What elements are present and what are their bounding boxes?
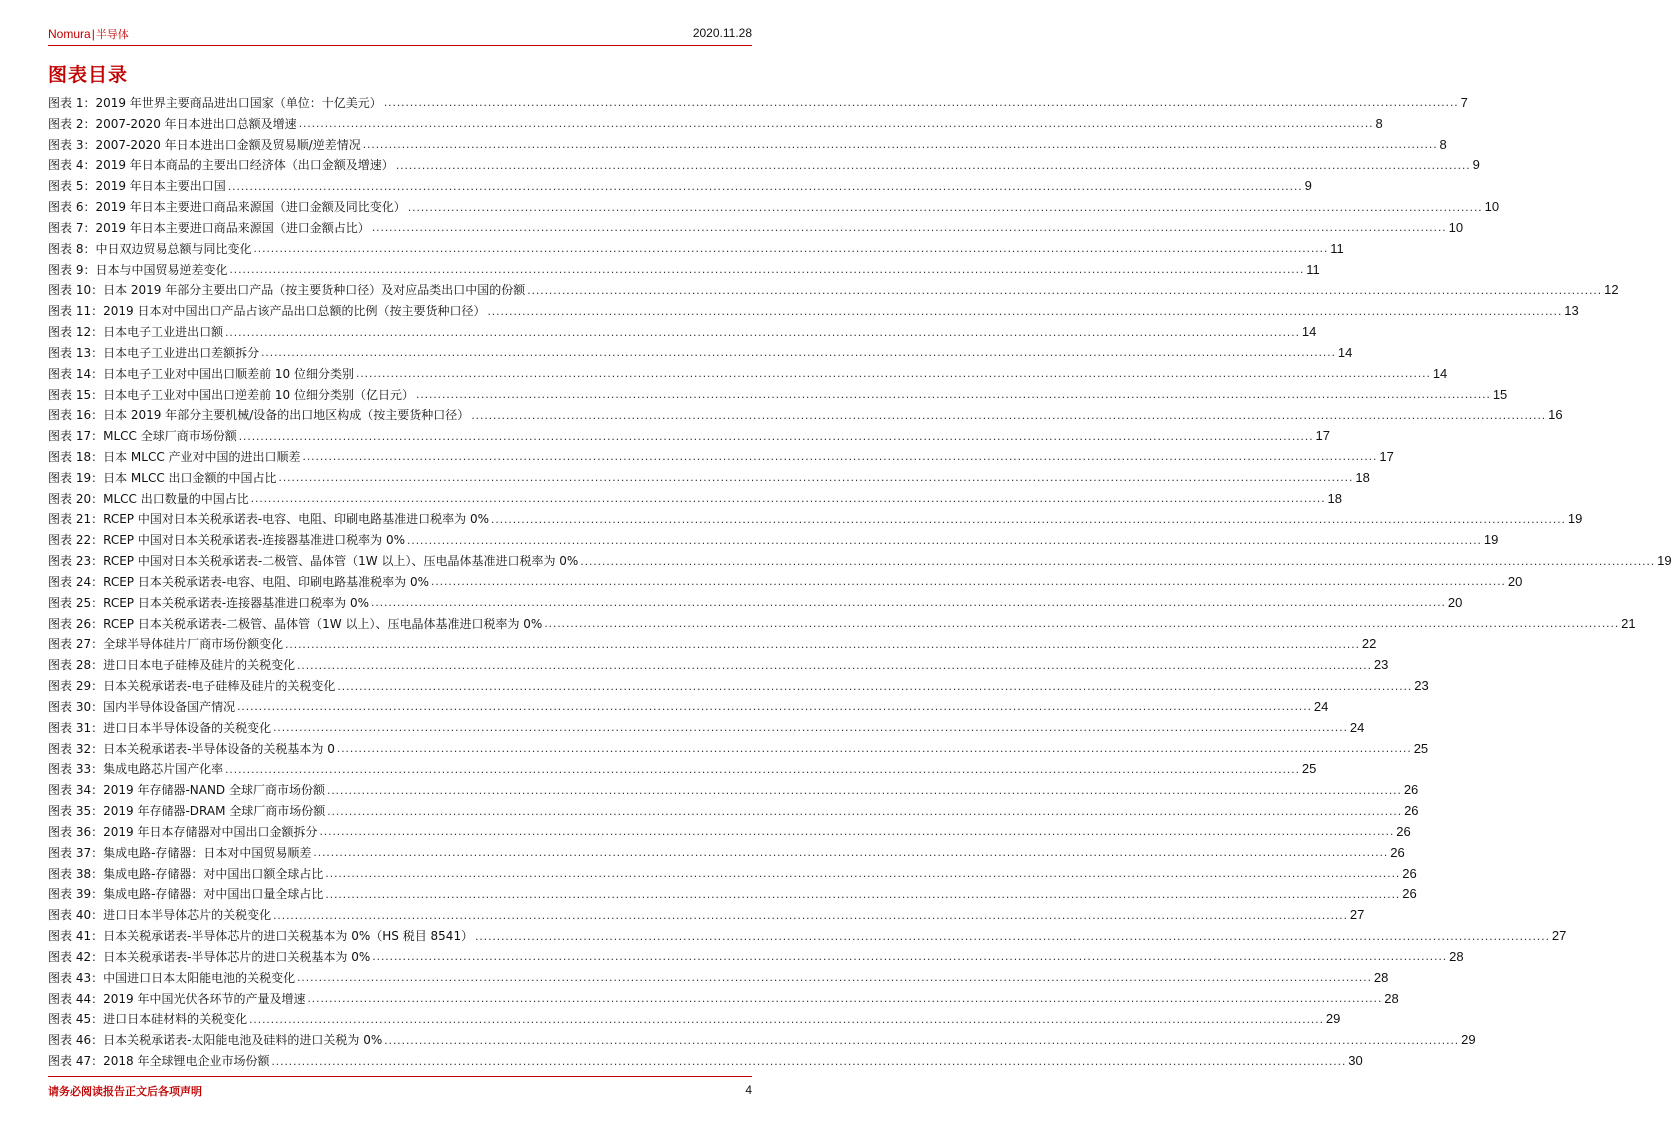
toc-entry-label[interactable]: 图表 33：集成电路芯片国产化率 [48,762,224,777]
toc-entry[interactable] [48,467,1370,488]
toc-entry-page[interactable]: 17 [1379,448,1394,464]
toc-entry[interactable] [48,279,1619,300]
toc-entry-page[interactable]: 14 [1301,324,1317,340]
toc-dot-leader [249,1012,1324,1026]
toc-dot-leader [431,574,1506,588]
page-title: 图表目录 [48,64,129,86]
toc-entry-label[interactable]: 图表 35：2019 年存储器-DRAM 全球厂商市场份额 [48,804,326,819]
toc-dot-leader [356,366,1431,380]
page-header [48,26,752,44]
toc-dot-leader [273,908,1348,922]
toc-entry-page[interactable]: 26 [1403,782,1419,798]
toc-entry-page[interactable]: 19 [1657,553,1672,569]
toc-entry[interactable] [48,946,1464,967]
toc-entry[interactable] [48,821,1411,842]
toc-entry-label[interactable]: 图表 8：中日双边贸易总额与同比变化 [48,241,252,256]
toc-dot-leader [337,741,1412,755]
toc-entry-page[interactable]: 14 [1337,344,1353,360]
toc-dot-leader [303,449,1378,463]
toc-entry-label[interactable]: 图表 10：日本 2019 年部分主要出口产品（按主要货种口径）及对应品类出口中国的份额 [48,283,526,298]
toc-entry-page[interactable]: 26 [1402,886,1417,902]
toc-entry-label[interactable]: 图表 6：2019 年日本主要进口商品来源国（进口金额及同比变化） [48,200,406,215]
toc-entry-page[interactable]: 27 [1551,928,1567,944]
toc-dot-leader [580,554,1655,568]
toc-entry-label[interactable]: 图表 26：RCEP 日本关税承诺表-二极管、晶体管（1W 以上）、压电晶体基准进口税率为 0% [48,616,543,631]
brand-separator: | [91,27,95,41]
toc-entry-label[interactable]: 图表 25：RCEP 日本关税承诺表-连接器基准进口税率为 0% [48,595,370,610]
toc-entry[interactable] [48,175,1312,196]
toc-entry[interactable] [48,550,1672,571]
toc-entry[interactable] [48,592,1463,613]
toc-entry[interactable] [48,300,1579,321]
toc-entry-page[interactable]: 8 [1375,115,1383,131]
toc-entry[interactable] [48,696,1329,717]
toc-entry-label[interactable]: 图表 19：日本 MLCC 出口金额的中国占比 [48,470,277,485]
toc-dot-leader [271,1054,1346,1068]
brand-name: Nomura [48,27,91,41]
toc-entry[interactable] [48,384,1508,405]
toc-entry-label[interactable]: 图表 32：日本关税承诺表-半导体设备的关税基本为 0 [48,741,335,756]
toc-entry-label[interactable]: 图表 37：集成电路-存储器：日本对中国贸易顺差 [48,845,312,860]
toc-dot-leader [237,699,1312,713]
toc-dot-leader [253,241,1328,255]
toc-entry-label[interactable]: 图表 4：2019 年日本商品的主要出口经济体（出口金额及增速） [48,158,394,173]
toc-dot-leader [307,991,1382,1005]
toc-entry-label[interactable]: 图表 21：RCEP 中国对日本关税承诺表-电容、电阻、印刷电路基准进口税率为 0% [48,512,490,527]
toc-entry[interactable] [48,863,1417,884]
toc-entry-page[interactable]: 30 [1348,1053,1363,1068]
toc-dot-leader [471,408,1546,422]
toc-entry[interactable] [48,759,1317,780]
toc-entry-label[interactable]: 图表 18：日本 MLCC 产业对中国的进出口顺差 [48,449,301,464]
toc-entry-page[interactable]: 20 [1447,594,1463,610]
toc-entry[interactable] [48,509,1583,530]
toc-entry-label[interactable]: 图表 11：2019 日本对中国出口产品占该产品出口总额的比例（按主要货种口径） [48,304,486,319]
toc-entry[interactable] [48,654,1389,675]
toc-entry[interactable] [48,217,1464,238]
toc-entry-label[interactable]: 图表 1：2019 年世界主要商品进出口国家（单位：十亿美元） [48,95,382,110]
toc-dot-leader [251,491,1326,505]
toc-dot-leader [407,533,1482,547]
toc-entry-label[interactable]: 图表 36：2019 年日本存储器对中国出口金额拆分 [48,824,318,839]
toc-entry-page[interactable]: 23 [1373,657,1389,673]
toc-dot-leader [416,387,1491,401]
toc-dot-leader [229,262,1304,276]
toc-entry-page[interactable]: 25 [1413,740,1429,756]
toc-entry-page[interactable]: 24 [1313,698,1329,714]
footer-rule [48,1076,752,1077]
toc-dot-leader [491,512,1566,526]
toc-entry[interactable] [48,1029,1476,1050]
toc-entry-label[interactable]: 图表 39：集成电路-存储器：对中国出口量全球占比 [48,887,324,902]
toc-entry[interactable] [48,842,1405,863]
toc-dot-leader [327,804,1402,818]
toc-entry-page[interactable]: 19 [1483,532,1499,548]
toc-dot-leader [239,429,1314,443]
toc-entry-label[interactable]: 图表 31：进口日本半导体设备的关税变化 [48,720,272,735]
toc-entry-page[interactable]: 28 [1449,948,1464,964]
toc-entry-label[interactable]: 图表 42：日本关税承诺表-半导体芯片的进口关税基本为 0% [48,949,371,964]
toc-entry-label[interactable]: 图表 2：2007-2020 年日本进出口总额及增速 [48,116,297,131]
report-date: 2020.11.28 [692,26,752,40]
toc-entry-page[interactable]: 9 [1472,157,1480,173]
toc-entry-page[interactable]: 28 [1384,990,1399,1006]
toc-entry-label[interactable]: 图表 16：日本 2019 年部分主要机械/设备的出口地区构成（按主要货种口径） [48,408,470,423]
toc-entry[interactable] [48,134,1447,155]
toc-entry-page[interactable]: 20 [1507,573,1523,589]
toc-entry-label[interactable]: 图表 7：2019 年日本主要进口商品来源国（进口金额占比） [48,220,370,235]
toc-entry[interactable] [48,363,1448,384]
toc-dot-leader [384,95,1459,109]
toc-dot-leader [327,783,1402,797]
toc-entry[interactable] [48,988,1399,1009]
toc-entry[interactable] [48,1008,1341,1029]
toc-entry[interactable] [48,967,1389,988]
toc-dot-leader [372,949,1447,963]
toc-entry[interactable] [48,904,1365,925]
toc-dot-leader [319,824,1394,838]
toc-entry-page[interactable]: 10 [1448,219,1464,235]
toc-entry[interactable] [48,571,1523,592]
toc-entry[interactable] [48,404,1563,425]
toc-entry-page[interactable]: 22 [1361,636,1377,652]
toc-dot-leader [313,845,1388,859]
table-of-contents [48,92,1672,1071]
toc-entry[interactable] [48,154,1480,175]
page-number: 4 [745,1083,752,1097]
toc-entry-page[interactable]: 9 [1304,178,1312,194]
toc-entry-page[interactable]: 8 [1439,136,1447,152]
toc-entry-page[interactable]: 19 [1567,511,1583,527]
toc-entry-page[interactable]: 11 [1330,240,1344,256]
toc-entry-page[interactable]: 11 [1306,261,1320,277]
toc-entry-label[interactable]: 图表 47：2018 年全球锂电企业市场份额 [48,1054,270,1068]
toc-entry[interactable] [48,800,1419,821]
toc-dot-leader [285,637,1360,651]
toc-dot-leader [225,762,1300,776]
toc-entry-label[interactable]: 图表 17：MLCC 全球厂商市场份额 [48,429,237,444]
toc-entry-page[interactable]: 13 [1564,303,1579,319]
toc-entry-label[interactable]: 图表 28：进口日本电子硅棒及硅片的关税变化 [48,658,296,673]
toc-entry-page[interactable]: 26 [1396,823,1411,839]
toc-dot-leader [544,616,1619,630]
toc-entry-page[interactable]: 15 [1492,386,1508,402]
toc-entry[interactable] [48,675,1429,696]
toc-entry[interactable] [48,446,1394,467]
toc-entry-page[interactable]: 21 [1621,615,1636,631]
toc-entry[interactable] [48,883,1417,904]
toc-entry-page[interactable]: 18 [1327,490,1342,506]
toc-entry-page[interactable]: 24 [1349,719,1365,735]
toc-entry[interactable] [48,529,1499,550]
toc-entry-page[interactable]: 26 [1404,803,1419,819]
toc-entry-label[interactable]: 图表 9：日本与中国贸易逆差变化 [48,262,228,277]
toc-dot-leader [261,345,1336,359]
toc-entry[interactable] [48,1050,1363,1071]
toc-dot-leader [273,720,1348,734]
toc-dot-leader [228,179,1303,193]
toc-dot-leader [408,200,1483,214]
toc-entry-label[interactable]: 图表 5：2019 年日本主要出口国 [48,179,226,194]
toc-entry[interactable] [48,196,1500,217]
toc-entry[interactable] [48,113,1383,134]
toc-entry[interactable] [48,425,1330,446]
toc-entry-page[interactable]: 26 [1402,865,1417,881]
toc-dot-leader [337,679,1412,693]
toc-entry[interactable] [48,488,1342,509]
toc-entry-label[interactable]: 图表 12：日本电子工业进出口额 [48,325,224,340]
toc-entry[interactable] [48,259,1320,280]
toc-dot-leader [527,283,1602,297]
header-brand [48,26,129,42]
toc-dot-leader [396,158,1471,172]
toc-entry-label[interactable]: 图表 24：RCEP 日本关税承诺表-电容、电阻、印刷电路基准税率为 0% [48,574,430,589]
footer-disclaimer: 请务必阅读报告正文后各项声明 [48,1085,202,1098]
toc-entry-label[interactable]: 图表 22：RCEP 中国对日本关税承诺表-连接器基准进口税率为 0% [48,533,406,548]
toc-entry-label[interactable]: 图表 38：集成电路-存储器：对中国出口额全球占比 [48,866,324,881]
toc-entry-label[interactable]: 图表 23：RCEP 中国对日本关税承诺表-二极管、晶体管（1W 以上）、压电晶体基准进口税率为 0% [48,554,579,569]
toc-entry-label[interactable]: 图表 30：国内半导体设备国产情况 [48,699,236,714]
toc-entry[interactable] [48,634,1377,655]
toc-entry-label[interactable]: 图表 20：MLCC 出口数量的中国占比 [48,491,249,506]
toc-entry-page[interactable]: 29 [1325,1011,1341,1027]
toc-entry-label[interactable]: 图表 46：日本关税承诺表-太阳能电池及硅料的进口关税为 0% [48,1033,383,1048]
toc-entry-page[interactable]: 25 [1301,761,1317,777]
toc-entry-label[interactable]: 图表 13：日本电子工业进出口差额拆分 [48,345,260,360]
toc-dot-leader [325,866,1400,880]
toc-entry-label[interactable]: 图表 14：日本电子工业对中国出口顺差前 10 位细分类别 [48,366,354,381]
toc-entry[interactable] [48,717,1365,738]
toc-dot-leader [487,304,1562,318]
toc-dot-leader [225,325,1300,339]
toc-dot-leader [299,116,1374,130]
toc-entry-label[interactable]: 图表 27：全球半导体硅片厂商市场份额变化 [48,637,284,652]
toc-entry[interactable] [48,321,1317,342]
toc-entry[interactable] [48,925,1567,946]
toc-entry-page[interactable]: 14 [1432,365,1448,381]
toc-dot-leader [384,1033,1459,1047]
toc-dot-leader [279,470,1354,484]
toc-entry[interactable] [48,92,1468,113]
toc-entry[interactable] [48,342,1353,363]
toc-entry-label[interactable]: 图表 40：进口日本半导体芯片的关税变化 [48,908,272,923]
toc-dot-leader [371,595,1446,609]
toc-entry[interactable] [48,779,1419,800]
toc-dot-leader [363,137,1438,151]
toc-entry-page[interactable]: 17 [1315,428,1330,444]
toc-entry-page[interactable]: 16 [1548,407,1563,423]
toc-entry-page[interactable]: 18 [1355,469,1370,485]
toc-entry-page[interactable]: 7 [1460,94,1468,110]
toc-entry-label[interactable]: 图表 29：日本关税承诺表-电子硅棒及硅片的关税变化 [48,679,336,694]
toc-entry-page[interactable]: 29 [1461,1032,1476,1048]
toc-dot-leader [372,220,1447,234]
toc-entry-label[interactable]: 图表 45：进口日本硅材料的关税变化 [48,1012,248,1027]
toc-entry-page[interactable]: 10 [1484,199,1500,215]
toc-entry-label[interactable]: 图表 15：日本电子工业对中国出口逆差前 10 位细分类别（亿日元） [48,387,414,402]
toc-entry[interactable] [48,738,1429,759]
toc-entry-label[interactable]: 图表 3：2007-2020 年日本进出口金额及贸易顺/逆差情况 [48,137,361,152]
toc-entry-label[interactable]: 图表 34：2019 年存储器-NAND 全球厂商市场份额 [48,783,325,798]
toc-entry-page[interactable]: 23 [1414,678,1429,694]
toc-dot-leader [297,658,1372,672]
toc-entry-page[interactable]: 28 [1373,969,1389,985]
brand-sector: 半导体 [95,28,129,41]
toc-entry-label[interactable]: 图表 43：中国进口日本太阳能电池的关税变化 [48,970,296,985]
toc-entry-page[interactable]: 27 [1349,907,1365,923]
toc-entry[interactable] [48,238,1344,259]
toc-entry-page[interactable]: 12 [1604,282,1619,298]
toc-entry-label[interactable]: 图表 41：日本关税承诺表-半导体芯片的进口关税基本为 0%（HS 税目 8541） [48,929,474,944]
header-rule [48,45,752,46]
toc-dot-leader [297,970,1372,984]
toc-entry-page[interactable]: 26 [1390,844,1405,860]
toc-dot-leader [325,887,1400,901]
toc-dot-leader [475,929,1550,943]
toc-entry-label[interactable]: 图表 44：2019 年中国光伏各环节的产量及增速 [48,991,306,1006]
toc-entry[interactable] [48,613,1636,634]
